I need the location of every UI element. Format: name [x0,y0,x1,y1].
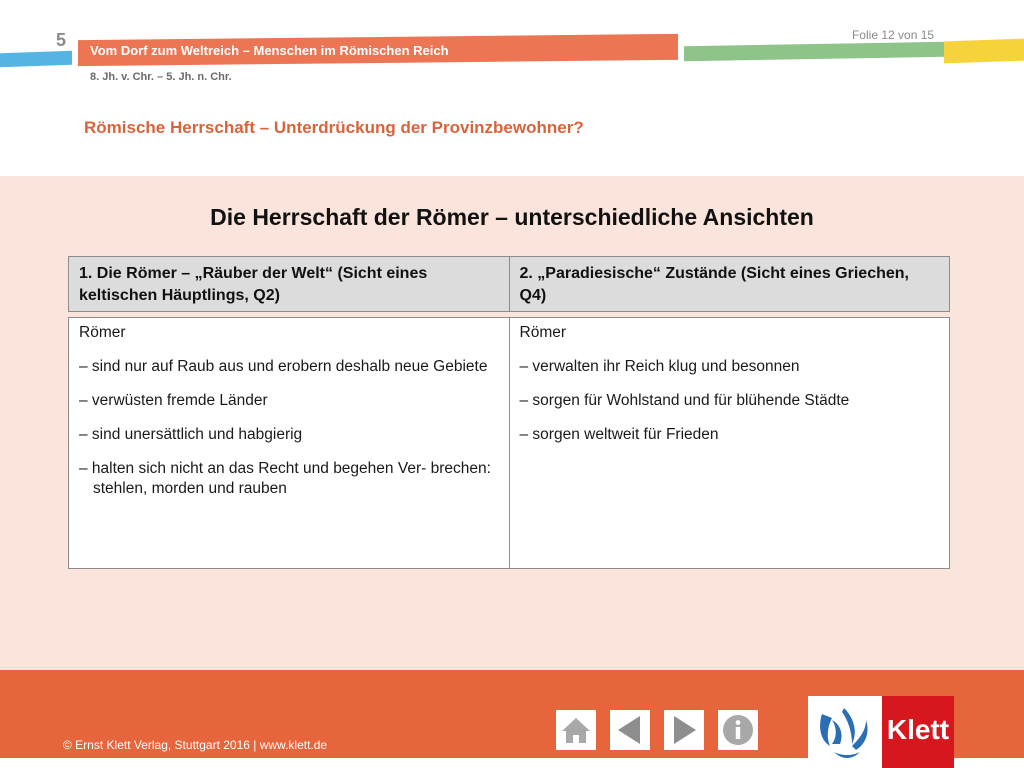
info-icon [718,710,758,750]
slide-counter: Folie 12 von 15 [852,28,935,42]
chapter-title: Vom Dorf zum Weltreich – Menschen im Römischen Reich [90,43,449,58]
list-item: – sind unersättlich und habgierig [79,426,303,443]
home-icon [556,710,596,750]
comparison-table [68,256,950,569]
list-item: – sind nur auf Raub aus und erobern deshalb neue Gebiete [79,358,488,375]
header-stripe-yellow [944,39,1024,64]
cell-subject: Römer [79,324,126,341]
info-button[interactable] [718,710,758,750]
table-header-cell: 1. Die Römer – „Räuber der Welt“ (Sicht eines keltischen Häuptlings, Q2) [79,265,428,304]
copyright-text: © Ernst Klett Verlag, Stuttgart 2016 | www.klett.de [63,738,328,752]
period-label: 8. Jh. v. Chr. – 5. Jh. n. Chr. [90,71,232,83]
arrow-right-icon [664,710,704,750]
main-heading: Die Herrschaft der Römer – unterschiedliche Ansichten [210,204,814,230]
table-cell-greek-view [509,318,950,568]
list-item: – sorgen für Wohlstand und für blühende Städte [519,392,850,409]
slide-content [0,176,1024,670]
table-cell-celtic-view [69,318,509,568]
list-item: – verwalten ihr Reich klug und besonnen [519,358,800,375]
list-item: – halten sich nicht an das Recht und begehen Ver- brechen: stehlen, morden und rauben [79,460,491,497]
next-slide-button[interactable] [664,710,704,750]
slide-header [0,0,1024,176]
chapter-number: 5 [56,30,67,50]
klett-emblem-icon [808,696,880,768]
cell-subject: Römer [519,324,567,341]
klett-logo [808,696,954,768]
list-item: – verwüsten fremde Länder [79,392,268,409]
slide-title: Römische Herrschaft – Unterdrückung der Provinzbewohner? [84,118,584,137]
header-stripe-green [684,42,946,62]
table-body-row [68,317,950,569]
table-header-cell: 2. „Paradiesische“ Zustände (Sicht eines Griechen, Q4) [509,257,950,311]
home-button[interactable] [556,710,596,750]
arrow-left-icon [610,710,650,750]
logo-text: Klett [886,714,950,745]
previous-slide-button[interactable] [610,710,650,750]
header-stripe-blue [0,51,72,68]
table-header-row [68,256,950,312]
list-item: – sorgen weltweit für Frieden [519,426,719,443]
